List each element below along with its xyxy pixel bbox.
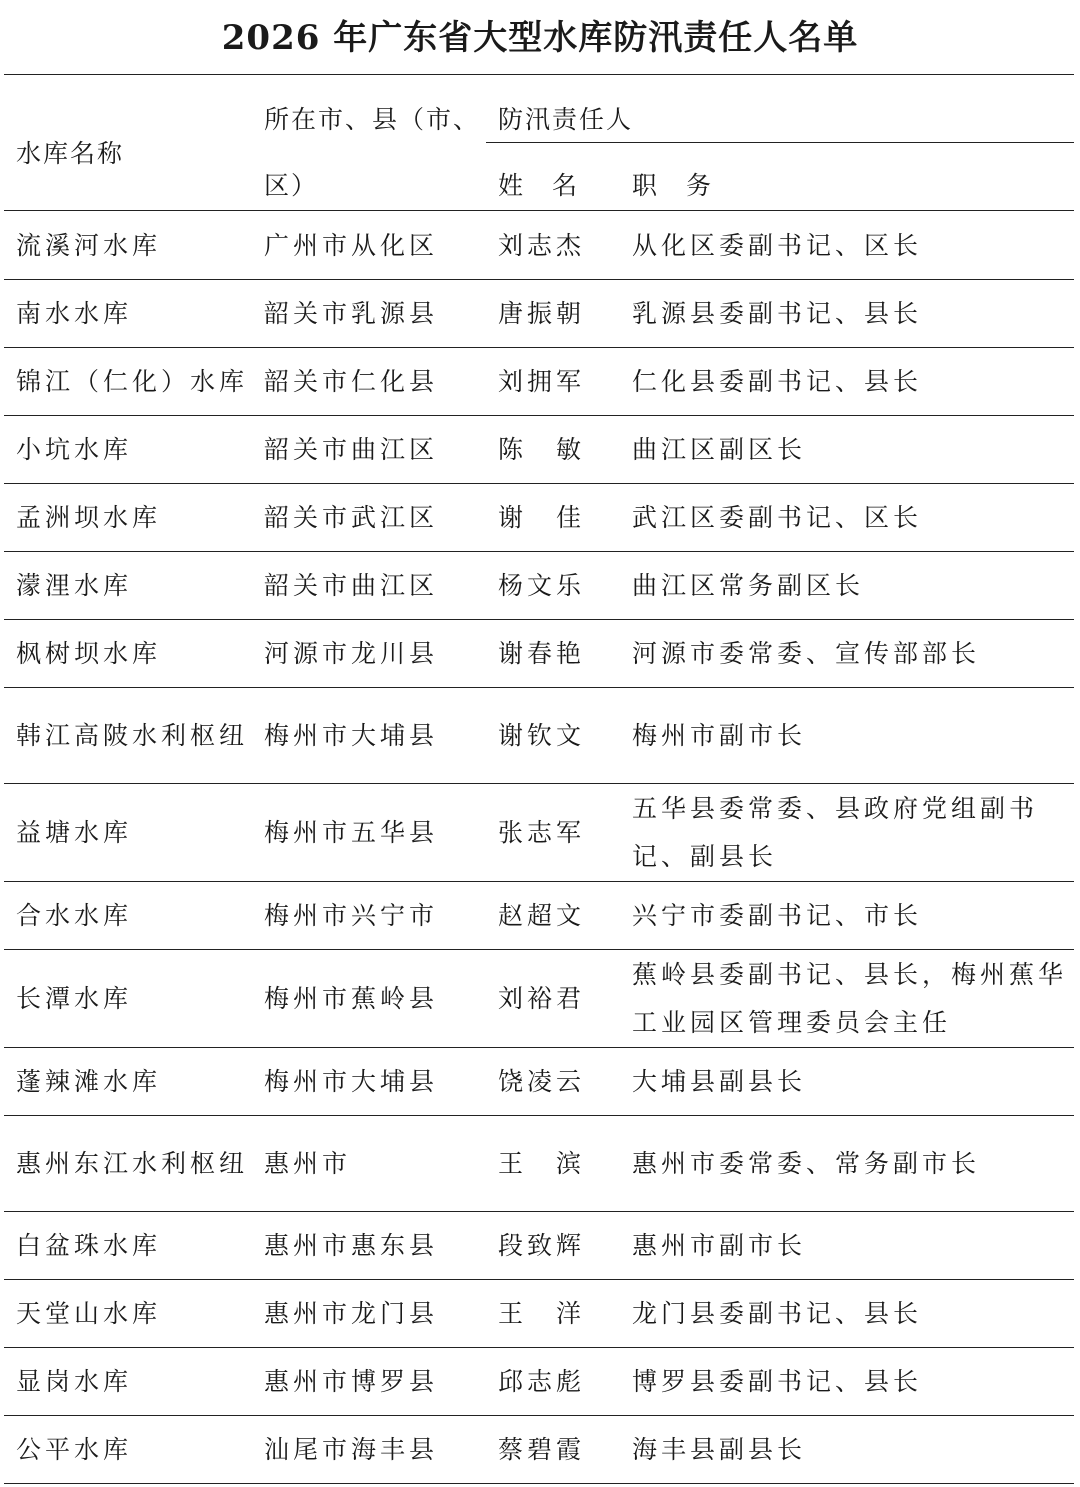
table-cell-location: 广州市从化区 [264, 230, 439, 260]
table-cell-name: 刘拥军 [498, 367, 586, 396]
table-cell-name: 谢春艳 [498, 639, 586, 668]
table-cell-name: 饶凌云 [498, 1067, 586, 1096]
table-cell-reservoir: 显岗水库 [16, 1367, 133, 1396]
table-cell-location: 韶关市曲江区 [264, 435, 439, 464]
table-cell-position: 武江区委副书记、区长 [632, 503, 923, 532]
table-cell-location: 韶关市仁化县 [264, 367, 439, 396]
table-cell-location: 梅州市五华县 [264, 818, 439, 847]
table-cell-reservoir: 枫树坝水库 [16, 639, 162, 668]
table-cell-name: 刘志杰 [498, 230, 586, 260]
table-cell-position: 海丰县副县长 [632, 1435, 807, 1464]
table-cell-name: 陈 敏 [498, 435, 586, 464]
table-cell-position: 大埔县副县长 [632, 1067, 807, 1096]
table-cell-name: 邱志彪 [498, 1367, 586, 1396]
table-cell-reservoir: 长潭水库 [16, 984, 133, 1013]
table-cell-name: 段致辉 [498, 1231, 586, 1260]
table-cell-name: 王 滨 [498, 1149, 586, 1178]
header-person-position: 职 务 [632, 171, 714, 200]
header-person-name: 姓 名 [498, 171, 580, 200]
table-cell-reservoir: 锦江（仁化）水库 [16, 367, 249, 396]
header-reservoir-name: 水库名称 [16, 139, 125, 168]
table-cell-reservoir: 孟洲坝水库 [16, 503, 162, 532]
table-cell-name: 杨文乐 [498, 571, 586, 600]
table-cell-location: 梅州市蕉岭县 [264, 984, 439, 1013]
table-cell-name: 赵超文 [498, 901, 586, 930]
table-cell-reservoir: 韩江高陂水利枢纽 [16, 721, 249, 750]
table-cell-position: 蕉岭县委副书记、县长，梅州蕉华工业园区管理委员会主任 [632, 960, 1068, 1037]
table-cell-name: 刘裕君 [498, 984, 586, 1013]
table-cell-reservoir: 益塘水库 [16, 818, 133, 847]
table-cell-location: 梅州市兴宁市 [264, 901, 439, 930]
header-responsible-group: 防汛责任人 [498, 105, 634, 134]
table-cell-reservoir: 公平水库 [16, 1435, 133, 1464]
table-cell-reservoir: 流溪河水库 [16, 230, 162, 260]
table-cell-location: 汕尾市海丰县 [264, 1435, 439, 1464]
table-cell-position: 五华县委常委、县政府党组副书记、副县长 [632, 794, 1039, 871]
table-cell-position: 河源市委常委、宣传部部长 [632, 639, 981, 668]
table-cell-location: 惠州市博罗县 [264, 1367, 439, 1396]
table-cell-name: 蔡碧霞 [498, 1435, 586, 1464]
table-cell-location: 惠州市龙门县 [264, 1299, 439, 1328]
table-cell-position: 乳源县委副书记、县长 [632, 299, 923, 328]
table-cell-reservoir: 濛浬水库 [16, 571, 133, 600]
table-cell-reservoir: 蓬辣滩水库 [16, 1067, 162, 1096]
table-cell-position: 从化区委副书记、区长 [632, 230, 923, 260]
table-cell-name: 王 洋 [498, 1299, 586, 1328]
table-cell-location: 韶关市乳源县 [264, 299, 439, 328]
table-cell-name: 唐振朝 [498, 299, 586, 328]
table-cell-reservoir: 南水水库 [16, 299, 133, 328]
table-cell-position: 仁化县委副书记、县长 [632, 367, 923, 396]
header-group-rule [486, 142, 1074, 143]
table-cell-location: 梅州市大埔县 [264, 1067, 439, 1096]
table-cell-position: 龙门县委副书记、县长 [632, 1299, 923, 1328]
page-title: 2026 年广东省大型水库防汛责任人名单 [221, 18, 859, 58]
table-cell-location: 韶关市武江区 [264, 503, 439, 532]
table-cell-position: 曲江区副区长 [632, 435, 807, 464]
table-top-rule [4, 74, 1074, 75]
table-cell-name: 谢钦文 [498, 721, 586, 750]
row-divider [4, 1483, 1074, 1484]
table-cell-name: 张志军 [498, 818, 586, 847]
table-cell-location: 惠州市惠东县 [264, 1231, 439, 1260]
table-cell-position: 惠州市副市长 [632, 1231, 807, 1260]
table-cell-location: 惠州市 [264, 1149, 352, 1178]
table-cell-position: 兴宁市委副书记、市长 [632, 901, 923, 930]
table-cell-reservoir: 小坑水库 [16, 435, 133, 464]
header-location-line2: 区） [264, 171, 319, 200]
table-cell-location: 河源市龙川县 [264, 639, 439, 668]
table-cell-reservoir: 惠州东江水利枢纽 [16, 1149, 249, 1178]
table-cell-position: 博罗县委副书记、县长 [632, 1367, 923, 1396]
table-cell-location: 梅州市大埔县 [264, 721, 439, 750]
table-cell-position: 梅州市副市长 [632, 721, 807, 750]
table-cell-reservoir: 天堂山水库 [16, 1299, 162, 1328]
header-location-line1: 所在市、县（市、 [264, 105, 481, 134]
table-cell-position: 惠州市委常委、常务副市长 [632, 1149, 981, 1178]
table-cell-name: 谢 佳 [498, 503, 586, 532]
table-cell-reservoir: 白盆珠水库 [16, 1231, 162, 1260]
table-cell-location: 韶关市曲江区 [264, 571, 439, 600]
table-cell-position: 曲江区常务副区长 [632, 571, 865, 600]
table-cell-reservoir: 合水水库 [16, 901, 133, 930]
